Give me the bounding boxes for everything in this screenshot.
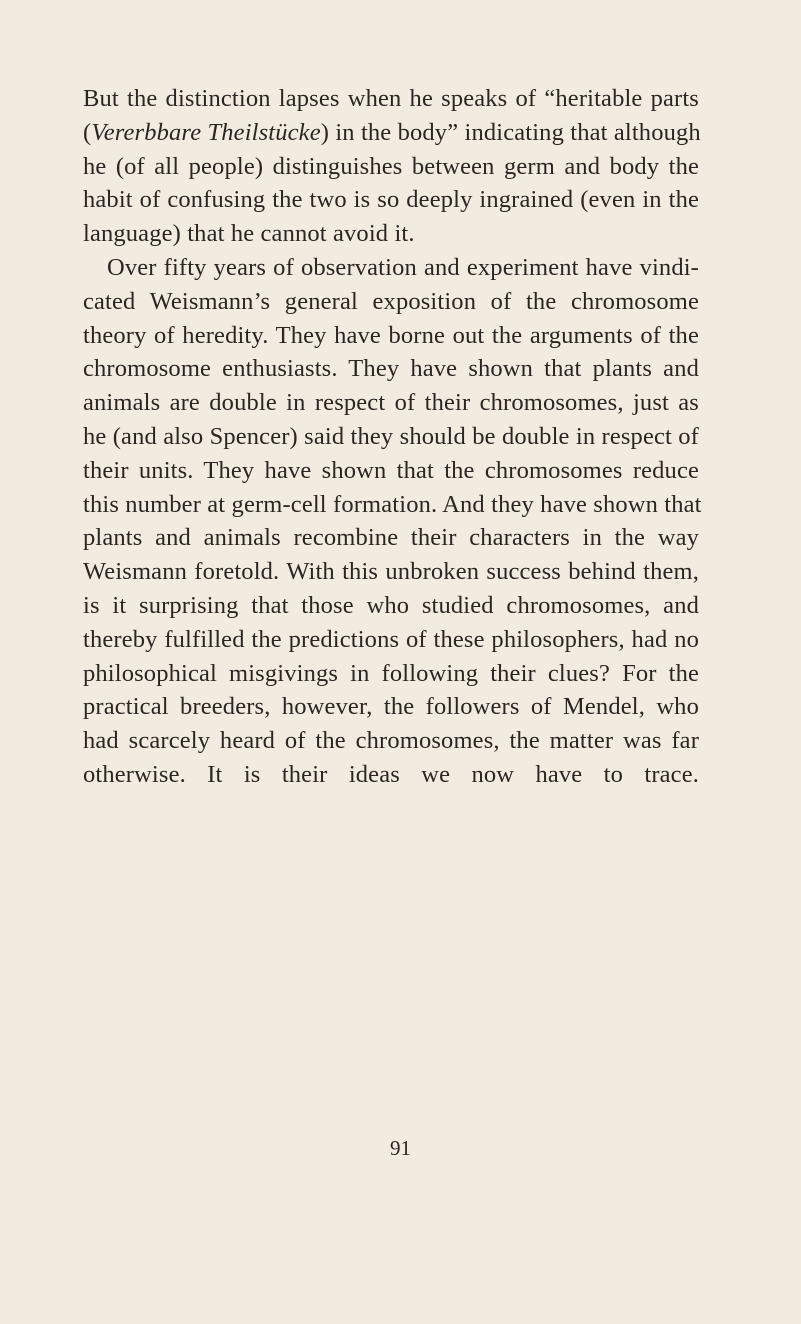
text-line: cated Weismann’s general exposition of the chromosome: [83, 287, 699, 315]
text-line: Over fifty years of observation and experiment have vindi-: [107, 253, 699, 281]
text-line: practical breeders, however, the followers of Mendel, who: [83, 693, 699, 721]
text-line: Weismann foretold. With this unbroken success behind them,: [83, 558, 699, 586]
text-line: language) that he cannot avoid it.: [83, 220, 415, 248]
text-line: [83, 116, 699, 150]
text-line: philosophical misgivings in following their clues? For the: [83, 659, 699, 687]
text-line: habit of confusing the two is so deeply ingrained (even in the: [83, 186, 699, 214]
text-line: thereby fulfilled the predictions of these philosophers, had no: [83, 625, 699, 653]
paragraph-1: [83, 82, 699, 251]
text-line: this number at germ-cell formation. And they have shown that: [83, 490, 702, 518]
text-line: had scarcely heard of the chromosomes, the matter was far: [83, 727, 699, 755]
text-line: he (of all people) distinguishes between germ and body the: [83, 152, 699, 180]
text-line: animals are double in respect of their chromosomes, just as: [83, 389, 699, 417]
text-line-rest: ) in the body” indicating that although: [320, 118, 701, 146]
text-line-open-paren: (: [83, 118, 92, 146]
italic-term: Vererbbare Theilstücke: [91, 118, 321, 146]
paragraph-2: [83, 251, 702, 826]
text-line: theory of heredity. They have borne out the arguments of the: [83, 321, 699, 349]
body-text: [83, 82, 702, 826]
text-line: is it surprising that those who studied chromosomes, and: [83, 591, 699, 619]
text-line: their units. They have shown that the chromosomes reduce: [83, 456, 699, 484]
text-line: [83, 792, 699, 826]
page-number: 91: [390, 1136, 411, 1160]
text-line: But the distinction lapses when he speaks of “heritable parts: [83, 85, 699, 112]
text-line: chromosome enthusiasts. They have shown that plants and: [83, 355, 699, 383]
text-line: otherwise. It is their ideas we now have to trace.: [83, 760, 699, 788]
text-line: plants and animals recombine their characters in the way: [83, 524, 699, 552]
text-line: he (and also Spencer) said they should be double in respect of: [83, 422, 699, 450]
